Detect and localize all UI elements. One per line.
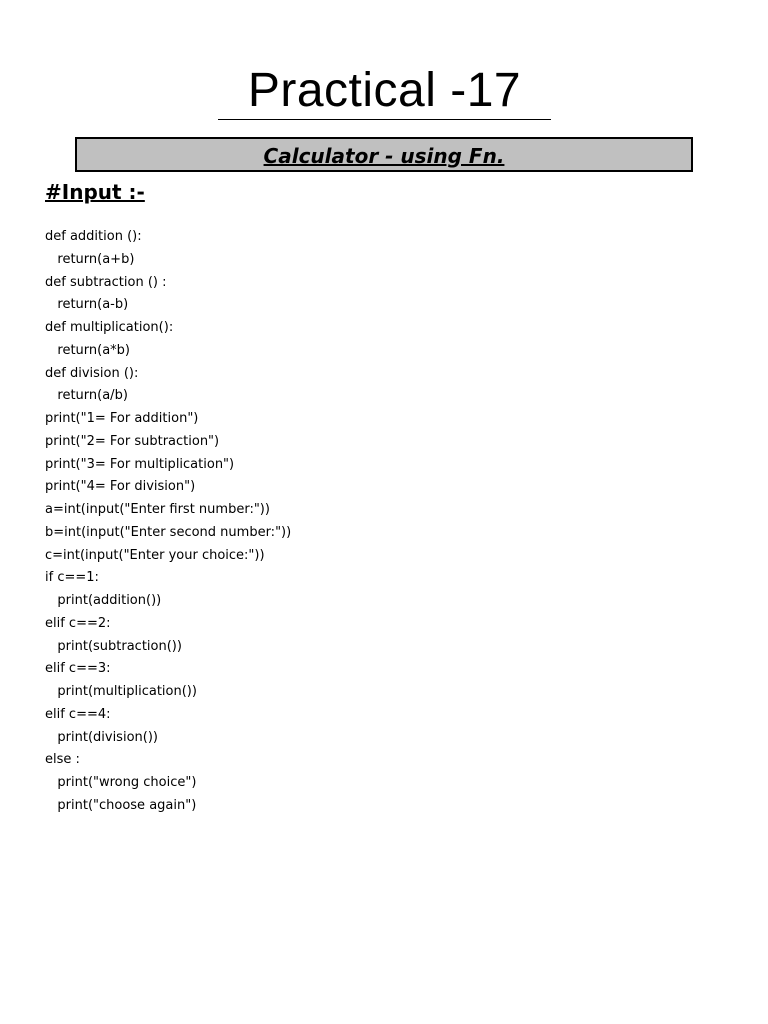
code-line: print(addition()) xyxy=(45,593,162,608)
code-line: print(subtraction()) xyxy=(45,638,182,654)
code-line: print("wrong choice") xyxy=(45,775,197,790)
code-line: def addition (): xyxy=(45,229,142,244)
page-title-container xyxy=(218,62,551,120)
code-line: elif c==2: xyxy=(45,615,111,631)
code-line: print("4= For division") xyxy=(45,479,196,495)
code-line: print("3= For multiplication") xyxy=(45,456,235,472)
section-heading-input: #Input :- xyxy=(45,180,145,204)
code-line: print(multiplication()) xyxy=(45,684,197,699)
page-title: Practical -17 xyxy=(247,64,522,117)
code-line: def division (): xyxy=(45,365,139,381)
code-line: a=int(input("Enter first number:")) xyxy=(45,502,270,517)
code-line: b=int(input("Enter second number:")) xyxy=(45,524,292,540)
code-line: else : xyxy=(45,752,80,768)
subtitle-banner xyxy=(75,137,693,172)
code-line: elif c==3: xyxy=(45,661,111,677)
code-line: return(a*b) xyxy=(45,342,131,358)
code-line: print(division()) xyxy=(45,729,158,745)
code-line: print("1= For addition") xyxy=(45,411,199,426)
subtitle: Calculator - using Fn. xyxy=(263,144,505,168)
code-block xyxy=(45,226,645,818)
code-line: elif c==4: xyxy=(45,706,111,722)
code-line: def multiplication(): xyxy=(45,320,174,335)
code-line: def subtraction () : xyxy=(45,274,167,290)
code-line: return(a-b) xyxy=(45,297,129,313)
code-line: print("2= For subtraction") xyxy=(45,433,220,449)
code-line: c=int(input("Enter your choice:")) xyxy=(45,547,265,563)
code-line: if c==1: xyxy=(45,570,99,586)
code-line: print("choose again") xyxy=(45,797,197,813)
code-line: return(a+b) xyxy=(45,251,135,267)
code-line: return(a/b) xyxy=(45,388,128,404)
